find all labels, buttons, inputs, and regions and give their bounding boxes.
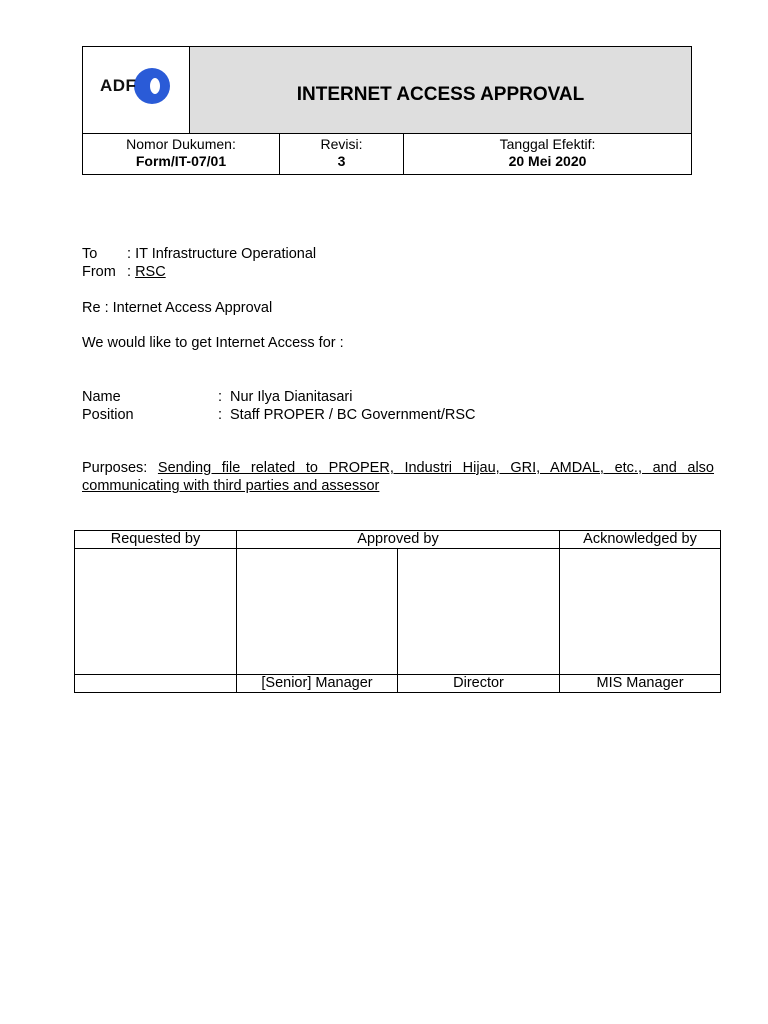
name-value: Nur Ilya Dianitasari: [230, 389, 353, 405]
document-title: [190, 47, 692, 134]
to-line: [82, 245, 316, 263]
to-separator: :: [127, 246, 132, 262]
doc-number-label: Nomor Dukumen:: [126, 136, 236, 152]
to-value: IT Infrastructure Operational: [135, 246, 317, 262]
doc-number-cell: [83, 134, 280, 175]
signature-space-row: [75, 549, 721, 675]
from-label: From: [82, 264, 116, 280]
purpose-label: Purposes:: [82, 460, 148, 476]
name-label: Name: [82, 389, 121, 405]
revision-cell: [280, 134, 404, 175]
signature-header-row: [75, 531, 721, 549]
approved-by-header: Approved by: [237, 531, 560, 549]
mis-manager-signature-box[interactable]: [560, 549, 721, 675]
effective-date-value: 20 Mei 2020: [508, 153, 587, 169]
mis-manager-role: MIS Manager: [560, 675, 721, 693]
page-title: INTERNET ACCESS APPROVAL: [296, 84, 585, 105]
intro-line: We would like to get Internet Access for :: [82, 335, 344, 351]
logo-text: ADF: [100, 76, 137, 95]
revision-value: 3: [337, 153, 346, 169]
senior-manager-role: [Senior] Manager: [237, 675, 398, 693]
effective-date-label: Tanggal Efektif:: [499, 136, 596, 152]
signature-table: [74, 530, 721, 693]
to-label: To: [82, 246, 98, 262]
acknowledged-by-header: Acknowledged by: [560, 531, 721, 549]
director-role: Director: [398, 675, 560, 693]
revision-label: Revisi:: [320, 136, 363, 152]
senior-manager-signature-box[interactable]: [237, 549, 398, 675]
position-line: [82, 406, 476, 424]
logo-cell: [83, 47, 190, 134]
doc-number-value: Form/IT-07/01: [135, 153, 227, 169]
director-signature-box[interactable]: [398, 549, 560, 675]
from-separator: :: [127, 264, 132, 280]
purpose-paragraph: [82, 459, 714, 495]
position-value: Staff PROPER / BC Government/RSC: [230, 407, 476, 423]
signature-role-row: [75, 675, 721, 693]
purpose-value: Sending file related to PROPER, Industri Hijau, GRI, AMDAL, etc., and also communicating with third parties and assessor: [82, 460, 715, 494]
re-line: Re : Internet Access Approval: [82, 300, 273, 316]
requester-signature-box[interactable]: [75, 549, 237, 675]
requested-by-header: Requested by: [75, 531, 237, 549]
position-label: Position: [82, 407, 134, 423]
from-line: [82, 263, 166, 281]
position-separator: :: [218, 407, 223, 423]
name-separator: :: [218, 389, 223, 405]
document-header: [82, 46, 692, 175]
name-line: [82, 388, 353, 406]
effective-date-cell: [404, 134, 692, 175]
requester-role: [75, 675, 237, 693]
from-value: RSC: [135, 264, 166, 280]
